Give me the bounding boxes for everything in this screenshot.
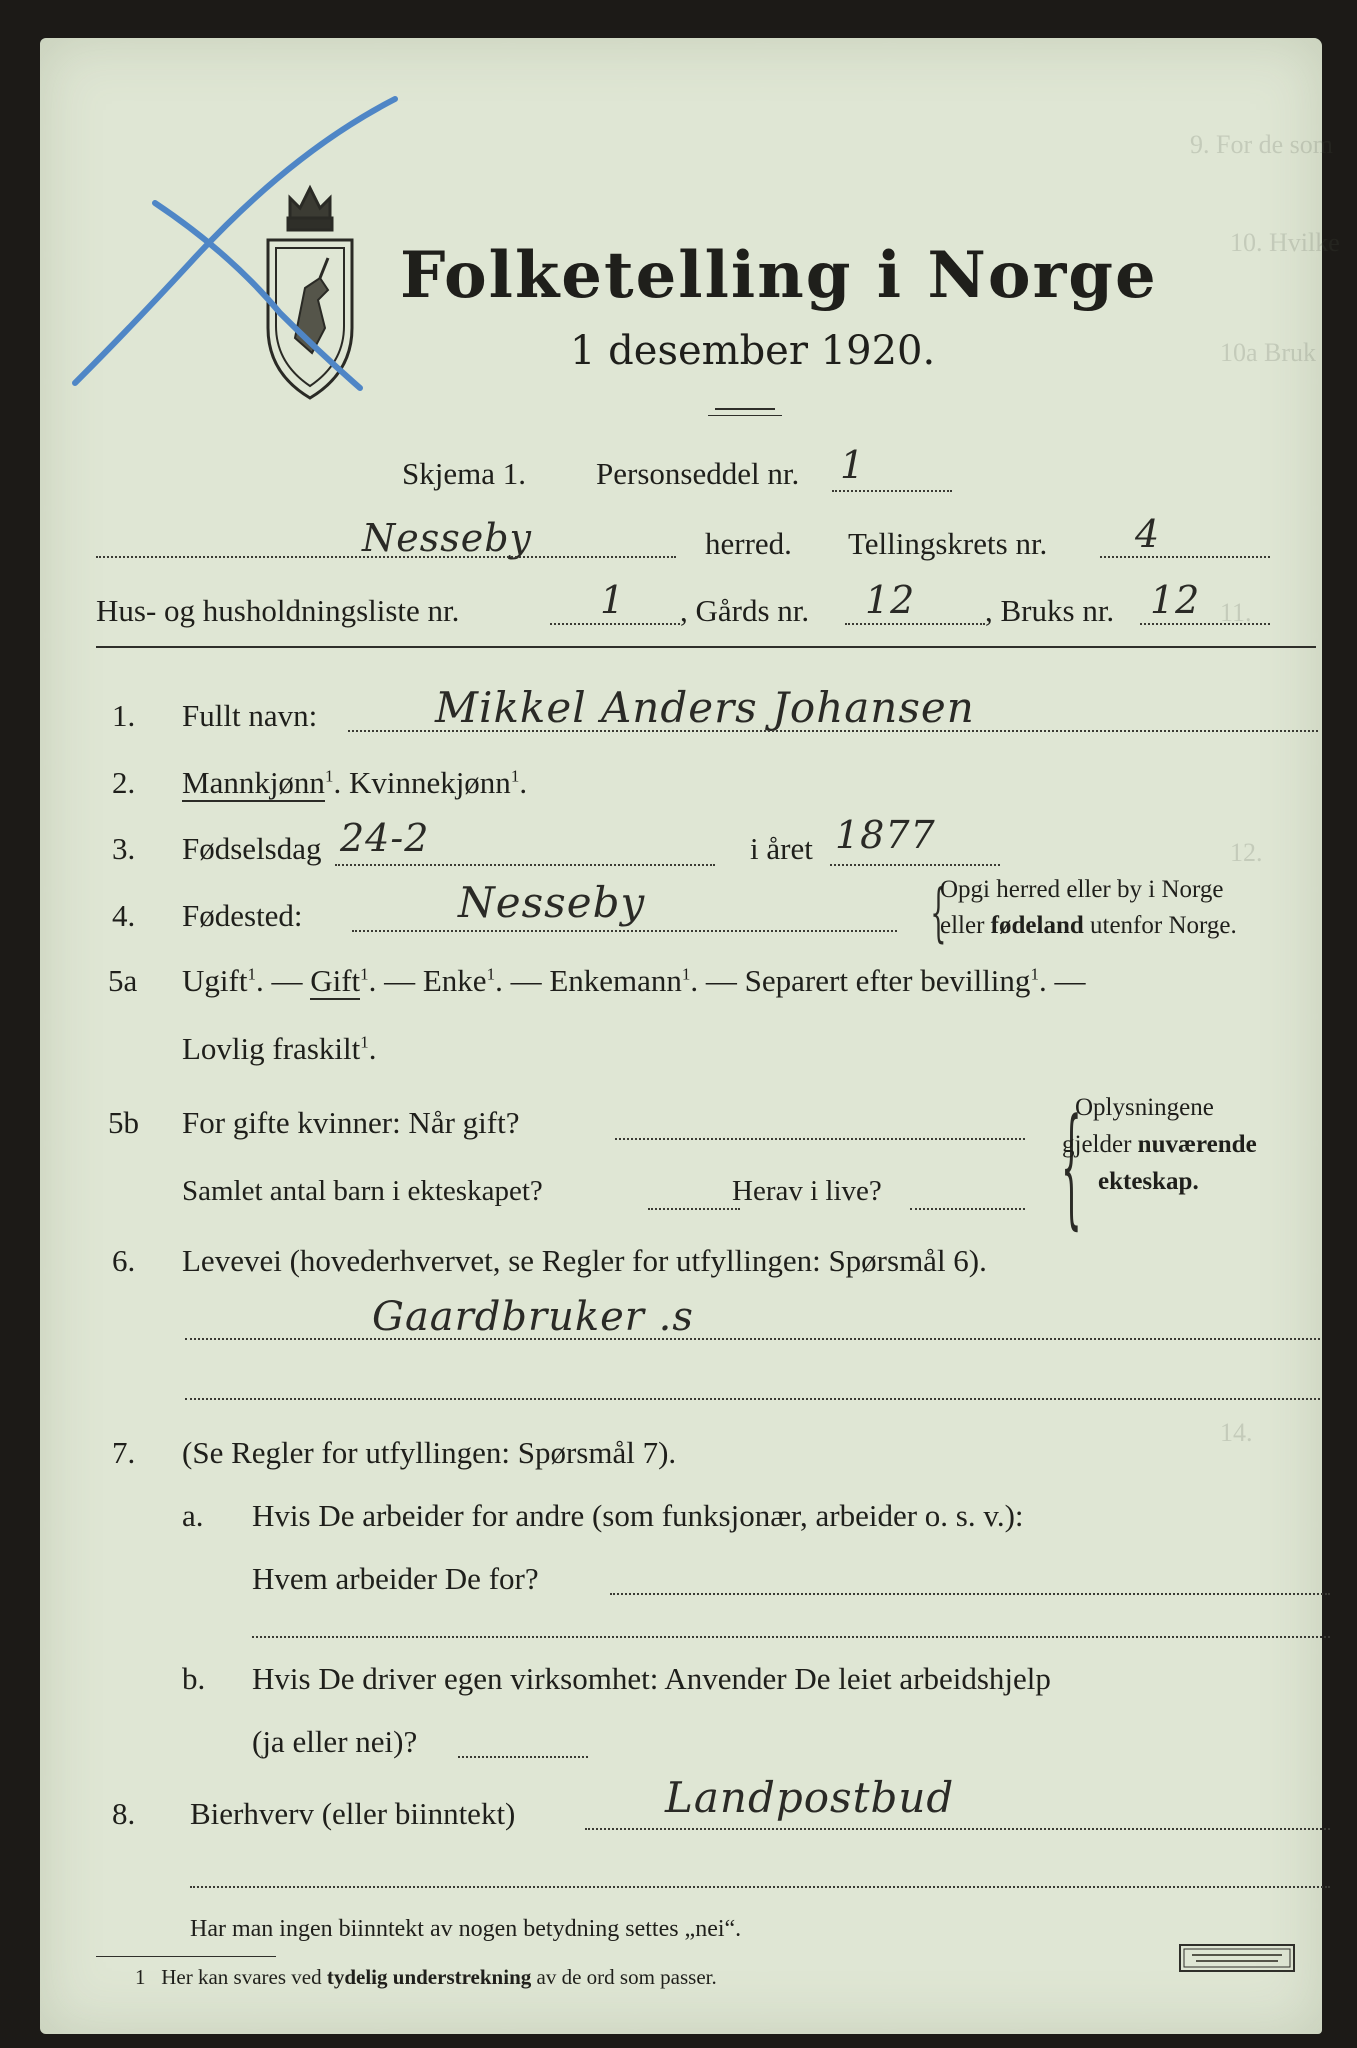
gards-label: , Gårds nr. — [680, 593, 810, 628]
tellingskrets-value[interactable]: 4 — [1135, 512, 1161, 556]
q2-number: 2. — [112, 765, 136, 800]
q7a-number: a. — [182, 1498, 204, 1533]
footnote-rule — [96, 1956, 276, 1957]
bruks-value[interactable]: 12 — [1150, 578, 1201, 622]
herred-line — [96, 556, 676, 558]
status-gift[interactable]: Gift — [310, 963, 361, 998]
birthday-line — [335, 864, 715, 866]
q7b-number: b. — [182, 1661, 206, 1696]
q7b-label: Hvis De driver egen virksomhet: Anvender De leiet arbeidshjelp — [252, 1661, 1051, 1696]
tellingskrets-line — [1100, 556, 1270, 558]
employer-label: Hvem arbeider De for? — [252, 1561, 539, 1596]
marriage-note-3: ekteskap. — [1098, 1168, 1199, 1195]
children-total-label: Samlet antal barn i ekteskapet? — [182, 1175, 543, 1207]
q7-number: 7. — [112, 1435, 136, 1470]
marriage-note-brace: { — [1061, 1090, 1082, 1242]
q2-options: Mannkjønn$^1$. Kvinnekjønn$^1$. — [182, 765, 528, 800]
occupation-line-1 — [185, 1338, 1320, 1340]
full-name-value[interactable]: Mikkel Anders Johansen — [435, 683, 975, 732]
q4-label: Fødested: — [182, 898, 303, 933]
census-form-sheet — [40, 38, 1340, 2034]
status-enke[interactable]: Enke — [422, 963, 487, 998]
q6-number: 6. — [112, 1243, 136, 1278]
husliste-label: Hus- og husholdningsliste nr. — [96, 593, 460, 628]
husliste-line — [550, 623, 680, 625]
birth-year-value[interactable]: 1877 — [835, 813, 936, 857]
bruks-label: , Bruks nr. — [985, 593, 1115, 628]
title-ornament — [715, 408, 775, 410]
herred-value[interactable]: Nesseby — [362, 516, 533, 560]
gards-line — [845, 623, 985, 625]
occupation-value[interactable]: Gaardbruker .s — [372, 1294, 694, 1340]
birthplace-note-2: eller fødeland utenfor Norge. — [940, 912, 1237, 939]
blue-cross-mark — [70, 93, 430, 393]
bleed-through-text: 11. — [1220, 598, 1252, 627]
married-when-line — [615, 1138, 1025, 1140]
birthplace-note-1: Opgi herred eller by i Norge — [940, 876, 1224, 903]
marriage-note-1: Oplysningene — [1075, 1094, 1214, 1121]
status-enkemann[interactable]: Enkemann — [549, 963, 682, 998]
census-date: 1 desember 1920. — [570, 328, 936, 374]
full-name-line — [348, 730, 1318, 732]
q6-label: Levevei (hovederhvervet, se Regler for utfyllingen: Spørsmål 6). — [182, 1243, 987, 1278]
personseddel-value[interactable]: 1 — [840, 443, 866, 487]
hired-help-label: (ja eller nei)? — [252, 1724, 418, 1759]
header-divider — [96, 646, 1316, 648]
title-ornament — [708, 415, 782, 416]
personseddel-label: Personseddel nr. — [596, 456, 800, 491]
no-income-note: Har man ingen biinntekt av nogen betydning settes „nei“. — [190, 1916, 742, 1942]
status-separert[interactable]: Separert efter bevilling — [744, 963, 1031, 998]
q1-number: 1. — [112, 698, 136, 733]
printer-stamp-icon — [1178, 1943, 1296, 1973]
gender-female-option[interactable]: Kvinnekjønn — [348, 765, 511, 800]
side-occupation-line-2 — [190, 1886, 1330, 1888]
q8-label: Bierhverv (eller biinntekt) — [190, 1796, 516, 1831]
bleed-through-text: 10a Bruk — [1220, 338, 1317, 367]
q7-label: (Se Regler for utfyllingen: Spørsmål 7). — [182, 1435, 677, 1470]
married-when-label: For gifte kvinner: Når gift? — [182, 1105, 520, 1140]
children-alive-line — [910, 1208, 1025, 1210]
husliste-value[interactable]: 1 — [600, 578, 626, 622]
status-fraskilt-row: Lovlig fraskilt$^1$. — [182, 1031, 377, 1066]
employer-line-2 — [252, 1636, 1330, 1638]
status-fraskilt[interactable]: Lovlig fraskilt — [182, 1031, 361, 1066]
birth-year-label: i året — [750, 831, 813, 866]
form-title: Folketelling i Norge — [400, 238, 1158, 313]
employer-line — [610, 1593, 1330, 1595]
birthplace-line — [352, 930, 897, 932]
q8-number: 8. — [112, 1796, 136, 1831]
q5a-number: 5a — [108, 963, 138, 998]
hired-help-line — [458, 1756, 588, 1758]
gards-value[interactable]: 12 — [865, 578, 916, 622]
bleed-through-text: 14. — [1220, 1418, 1253, 1447]
children-total-line — [648, 1208, 740, 1210]
q5b-number: 5b — [108, 1105, 139, 1140]
birthplace-note-brace: { — [930, 876, 947, 950]
side-occupation-value[interactable]: Landpostbud — [665, 1773, 955, 1822]
schema-label: Skjema 1. — [402, 456, 526, 491]
marital-status-options: Ugift$^1$. — Gift$^1$. — Enke$^1$. — Enkemann$^1$. — Separert efter bevilling$^1$. — — [182, 963, 1086, 998]
q3-label: Fødselsdag — [182, 831, 322, 866]
side-occupation-line — [585, 1828, 1330, 1830]
gender-male-option[interactable]: Mannkjønn — [182, 765, 325, 800]
birthday-value[interactable]: 24-2 — [340, 816, 430, 860]
occupation-line-2 — [185, 1398, 1320, 1400]
herred-label: herred. — [705, 526, 792, 561]
personseddel-line — [832, 490, 952, 492]
footnote: 1 Her kan svares ved tydelig understrekning av de ord som passer. — [135, 1965, 717, 1989]
birthplace-value[interactable]: Nesseby — [458, 878, 646, 927]
bleed-through-text: 12. — [1230, 838, 1263, 867]
tellingskrets-label: Tellingskrets nr. — [848, 526, 1048, 561]
birth-year-line — [830, 864, 1000, 866]
bleed-through-text: 9. For de som — [1190, 130, 1333, 159]
bleed-through-text: 10. Hvilke — [1230, 228, 1340, 257]
marriage-note-2: gjelder nuværende — [1062, 1131, 1257, 1158]
status-ugift[interactable]: Ugift — [182, 963, 248, 998]
q7a-label: Hvis De arbeider for andre (som funksjonær, arbeider o. s. v.): — [252, 1498, 1024, 1533]
children-alive-label: Herav i live? — [732, 1175, 882, 1207]
q3-number: 3. — [112, 831, 136, 866]
q4-number: 4. — [112, 898, 136, 933]
q1-label: Fullt navn: — [182, 698, 318, 733]
bruks-line — [1140, 623, 1270, 625]
